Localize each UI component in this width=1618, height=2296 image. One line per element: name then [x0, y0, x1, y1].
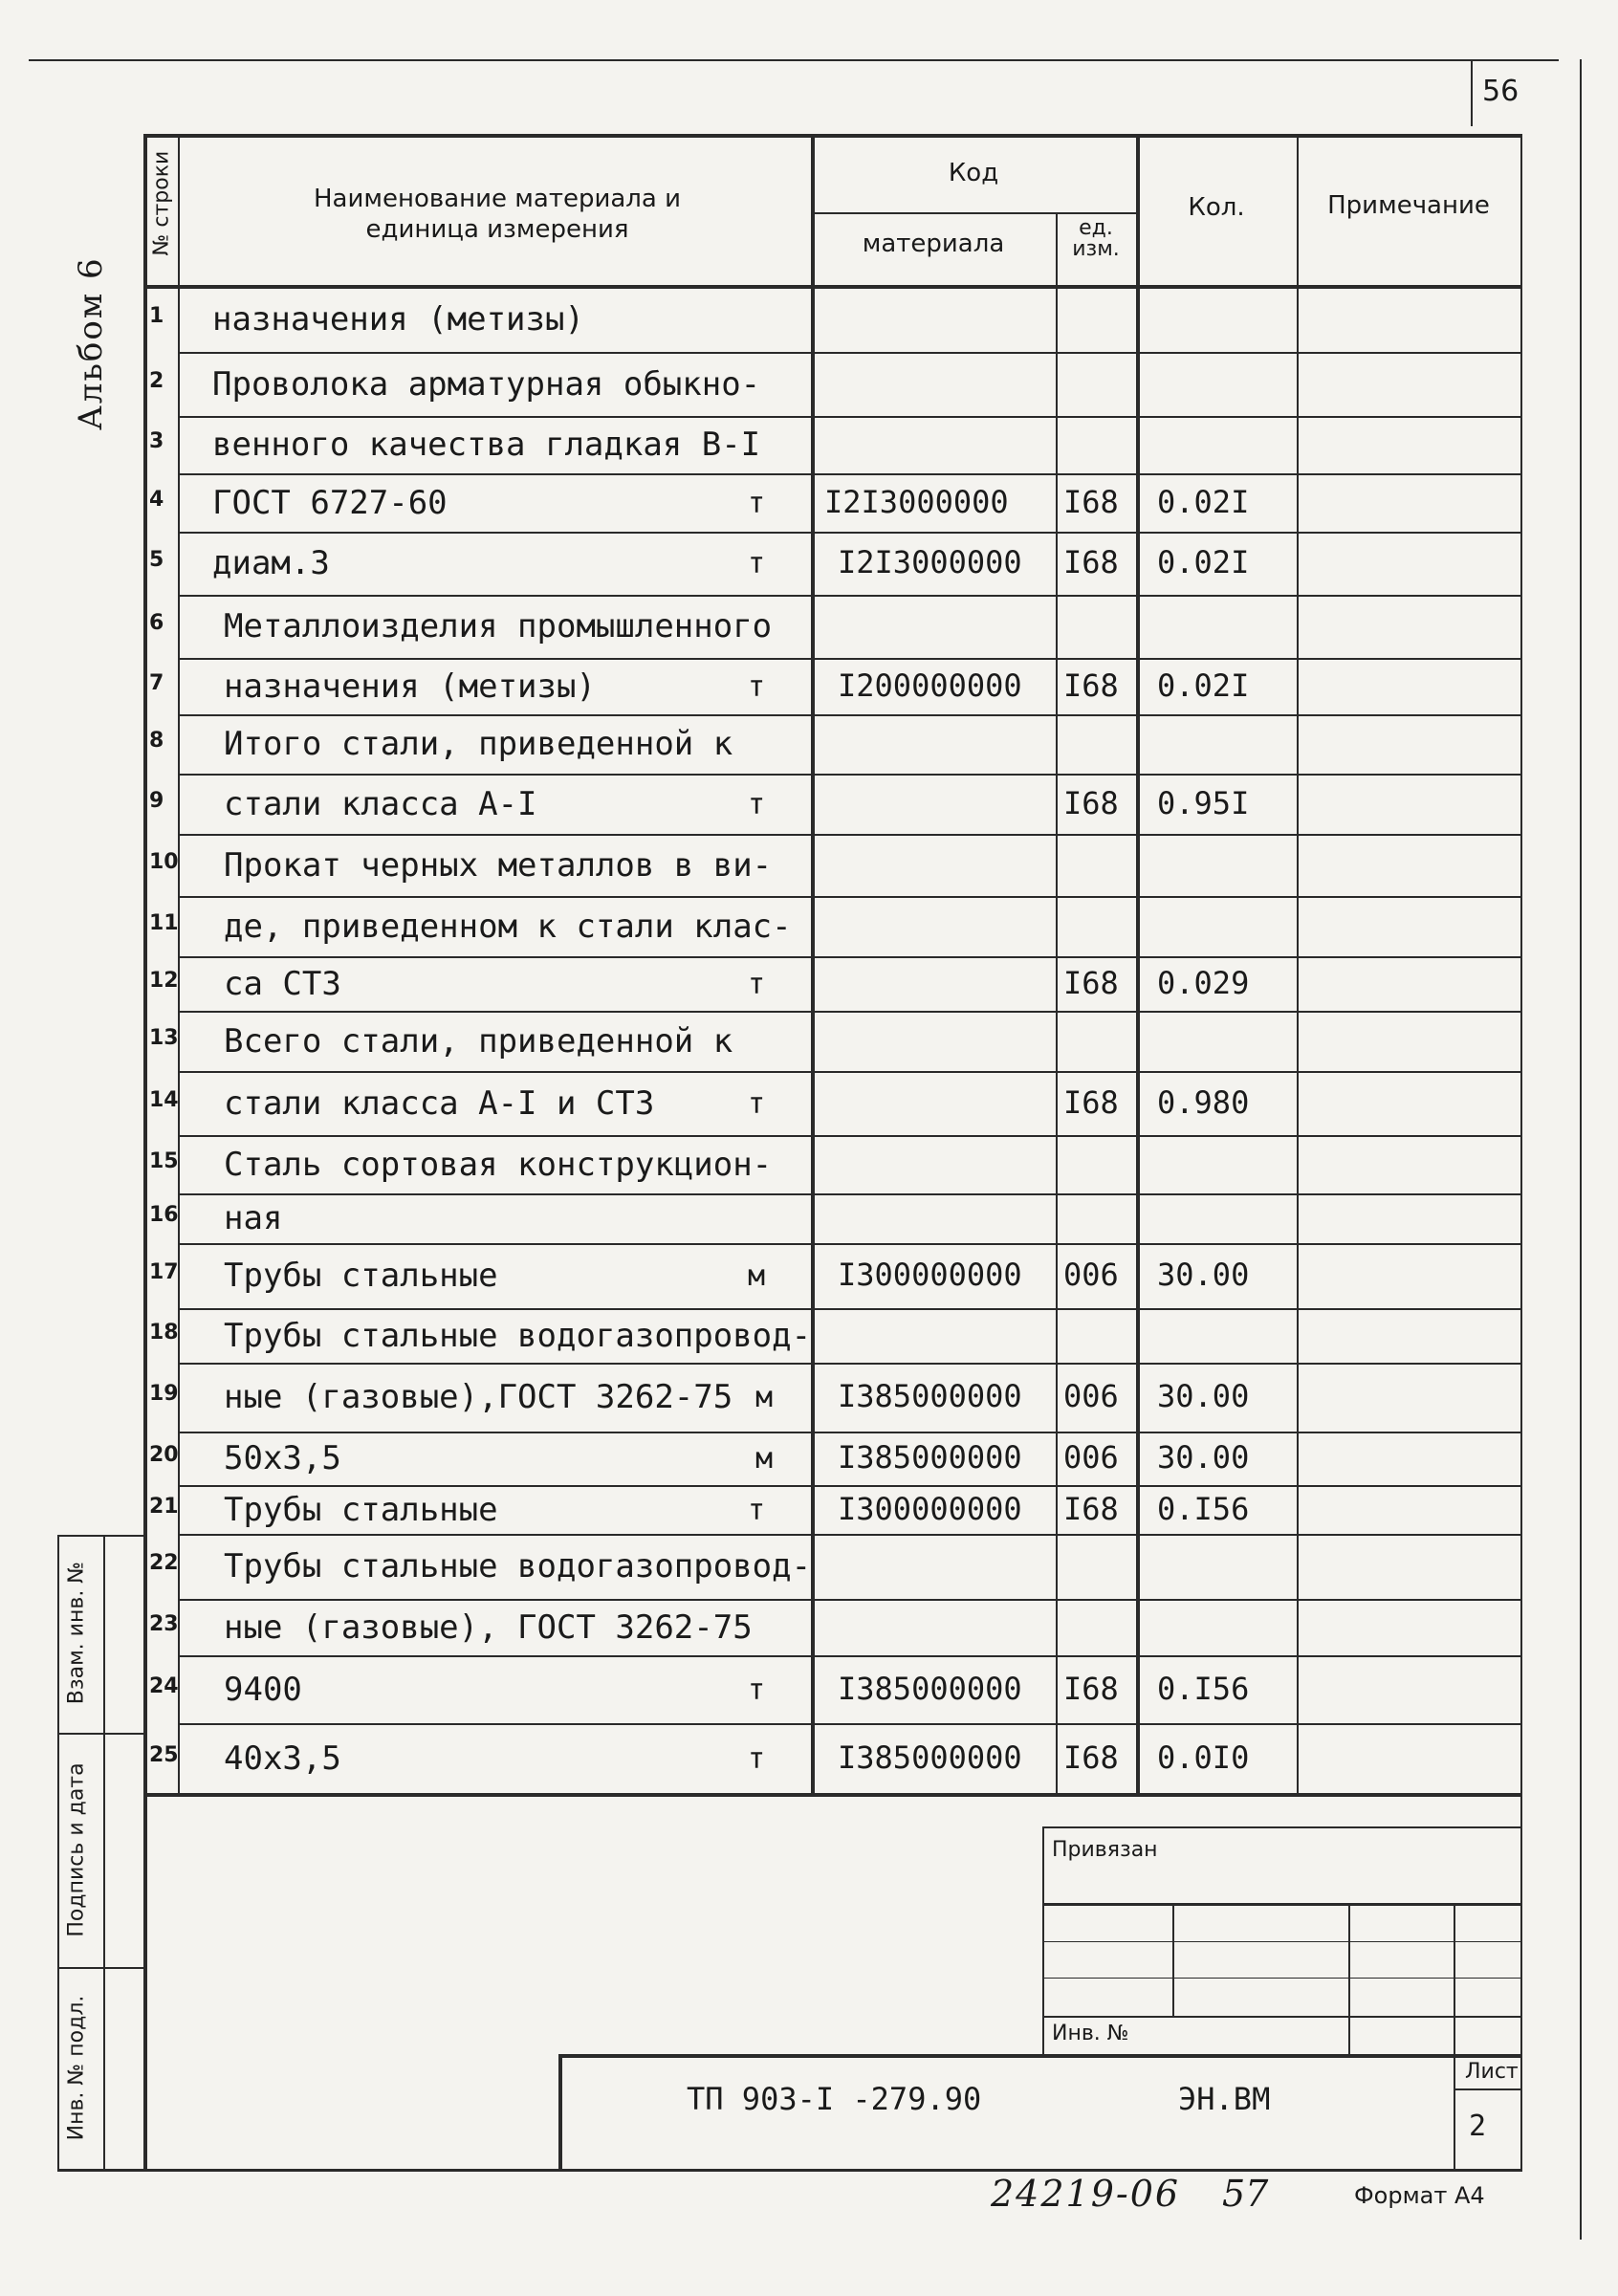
row-number: 14: [149, 1087, 179, 1112]
material-name: Трубы стальные водогазопровод-: [224, 1547, 812, 1585]
table-row: [143, 1432, 1520, 1485]
quantity: 0.I56: [1157, 1490, 1250, 1527]
table-row: [143, 352, 1520, 416]
table-row: [143, 1135, 1520, 1193]
header-qty: Кол.: [1188, 193, 1245, 222]
row-number: 4: [149, 487, 164, 512]
unit-code: I68: [1063, 1670, 1119, 1707]
row-number: 25: [149, 1742, 179, 1767]
header-row-number: № строки: [149, 150, 174, 256]
doc-mark: ЭН.ВМ: [1178, 2081, 1271, 2117]
header-note: Примечание: [1327, 191, 1490, 220]
page-number: 56: [1482, 75, 1520, 108]
material-name: Проволока арматурная обыкно-: [212, 364, 761, 404]
right-page-rule: [1580, 59, 1582, 2240]
material-name: са СТ3: [224, 964, 341, 1003]
table-row: [143, 287, 1520, 352]
material-name: назначения (метизы): [212, 300, 584, 339]
table-row: [143, 1011, 1520, 1071]
table-row: [143, 1485, 1520, 1534]
material-name: венного качества гладкая В-I: [212, 426, 761, 464]
handwritten-number: 24219-06: [991, 2173, 1181, 2215]
row-number: 1: [149, 304, 164, 328]
material-unit: т: [748, 1086, 766, 1121]
material-code: I385000000: [838, 1670, 1022, 1707]
stamp-col3: [1454, 1903, 1455, 2171]
unit-code: I68: [1063, 1738, 1119, 1776]
table-row: [143, 1193, 1520, 1243]
stamp-privyazan: Привязан: [1052, 1838, 1158, 1862]
material-name: Трубы стальные водогазопровод-: [224, 1316, 812, 1355]
unit-code: I68: [1063, 964, 1119, 1001]
quantity: 0.02I: [1157, 667, 1250, 704]
stamp-inv-no: Инв. №: [1052, 2022, 1129, 2045]
table-row: [143, 956, 1520, 1011]
material-name: 40х3,5: [224, 1738, 341, 1778]
table-row: [143, 896, 1520, 956]
page-number-box-left: [1471, 59, 1473, 126]
material-name: Прокат черных металлов в ви-: [224, 845, 773, 885]
side-stamp-div2: [57, 1967, 143, 1969]
title-top: [558, 2054, 1522, 2058]
side-stamp-bottom: [57, 2169, 1522, 2172]
sheet-number: 2: [1469, 2110, 1487, 2143]
side-label-inv-podl: Инв. № подл.: [64, 1995, 89, 2141]
quantity: 0.02I: [1157, 483, 1250, 520]
row-number: 17: [149, 1260, 179, 1284]
stamp-top: [1042, 1826, 1522, 1828]
row-number: 12: [149, 968, 179, 993]
side-label-vzam: Взам. инв. №: [64, 1561, 89, 1705]
material-name: Металлоизделия промышленного: [224, 607, 773, 645]
table-row: [143, 416, 1520, 473]
unit-code: 006: [1063, 1439, 1119, 1476]
row-number: 5: [149, 548, 164, 572]
row-number: 11: [149, 910, 179, 935]
quantity: 30.00: [1157, 1439, 1250, 1476]
material-code: I300000000: [838, 1490, 1022, 1527]
material-name: ные (газовые),ГОСТ 3262-75: [224, 1378, 733, 1416]
top-rule: [29, 59, 1559, 61]
album-label: Альбом 6: [72, 256, 110, 430]
quantity: 0.0I0: [1157, 1738, 1250, 1776]
row-number: 15: [149, 1148, 179, 1173]
material-name: Всего стали, приведенной к: [224, 1021, 733, 1061]
quantity: 0.95I: [1157, 784, 1250, 821]
table-row: [143, 658, 1520, 714]
code-subheader-rule: [811, 212, 1136, 214]
row-number: 22: [149, 1551, 179, 1575]
quantity: 0.I56: [1157, 1670, 1250, 1707]
table-row: [143, 1071, 1520, 1135]
table-row: [143, 1534, 1520, 1599]
material-name: Трубы стальные: [224, 1490, 498, 1529]
table-row: [143, 473, 1520, 532]
table-row: [143, 595, 1520, 658]
table-row: [143, 532, 1520, 595]
material-name: де, приведенном к стали клас-: [224, 907, 792, 946]
row-number: 19: [149, 1382, 179, 1406]
sheet-divider: [1454, 2088, 1522, 2090]
stamp-col1: [1172, 1903, 1174, 2016]
table-row: [143, 714, 1520, 774]
stamp-row3: [1042, 1978, 1522, 1979]
row-number: 3: [149, 429, 164, 453]
format-label: Формат А4: [1354, 2182, 1485, 2209]
material-code: I385000000: [838, 1738, 1022, 1776]
material-unit: м: [755, 1381, 774, 1414]
material-code: I200000000: [838, 667, 1022, 704]
unit-code: I68: [1063, 1083, 1119, 1121]
quantity: 0.980: [1157, 1083, 1250, 1121]
material-name: 9400: [224, 1670, 302, 1709]
material-name: стали класса А-I: [224, 784, 537, 823]
row-number: 7: [149, 670, 164, 695]
row-number: 21: [149, 1494, 179, 1519]
material-name: ная: [224, 1199, 283, 1237]
table-right-border: [1520, 134, 1522, 2171]
row-number: 20: [149, 1443, 179, 1467]
table-row: [143, 1599, 1520, 1655]
unit-code: I68: [1063, 667, 1119, 704]
table-body-bottom: [143, 1793, 1520, 1797]
table-top-border: [143, 134, 1520, 138]
unit-code: I68: [1063, 544, 1119, 580]
material-unit: м: [755, 1442, 774, 1476]
header-code-unit: ед. изм.: [1072, 216, 1120, 261]
side-stamp-mid: [103, 1535, 105, 2171]
material-unit: т: [748, 1741, 766, 1776]
material-name: ГОСТ 6727-60: [212, 483, 448, 522]
side-stamp-left: [57, 1535, 59, 2171]
row-number: 10: [149, 849, 179, 874]
table-row: [143, 1655, 1520, 1723]
material-name: ные (газовые), ГОСТ 3262-75: [224, 1607, 753, 1647]
material-code: I2I3000000: [824, 483, 1009, 520]
header-name-column: Наименование материала и единица измерения: [313, 185, 682, 244]
material-name: Трубы стальные: [224, 1257, 498, 1295]
quantity: 0.029: [1157, 964, 1250, 1001]
material-unit: м: [748, 1259, 766, 1293]
row-number: 24: [149, 1673, 179, 1698]
material-name: Итого стали, приведенной к: [224, 725, 733, 763]
stamp-row1: [1042, 1903, 1522, 1906]
material-unit: т: [748, 669, 766, 704]
material-name: стали класса А-I и СТ3: [224, 1083, 655, 1123]
material-name: Сталь сортовая конструкцион-: [224, 1145, 773, 1184]
material-code: I300000000: [838, 1257, 1022, 1293]
row-number: 23: [149, 1611, 179, 1636]
table-row: [143, 1308, 1520, 1363]
table-row: [143, 834, 1520, 896]
quantity: 0.02I: [1157, 544, 1250, 580]
unit-code: I68: [1063, 1490, 1119, 1527]
unit-code: I68: [1063, 483, 1119, 520]
header-code-group: Код: [948, 159, 999, 187]
row-number: 18: [149, 1320, 179, 1345]
table-row: [143, 1243, 1520, 1308]
title-left: [558, 2054, 562, 2171]
material-code: I385000000: [838, 1378, 1022, 1414]
unit-code: 006: [1063, 1378, 1119, 1414]
stamp-row4: [1042, 2016, 1522, 2018]
material-unit: т: [748, 787, 766, 821]
quantity: 30.00: [1157, 1378, 1250, 1414]
table-row: [143, 1363, 1520, 1432]
row-number: 6: [149, 611, 164, 635]
material-unit: т: [748, 1673, 766, 1707]
side-label-podpis: Подпись и дата: [64, 1762, 89, 1937]
material-unit: т: [748, 1493, 766, 1527]
material-unit: т: [748, 486, 766, 520]
quantity: 30.00: [1157, 1257, 1250, 1293]
row-number: 8: [149, 729, 164, 753]
material-unit: т: [748, 547, 766, 580]
handwritten-page: 57: [1222, 2173, 1269, 2215]
row-number: 13: [149, 1025, 179, 1050]
material-code: I385000000: [838, 1439, 1022, 1476]
row-number: 16: [149, 1203, 179, 1227]
material-name: назначения (метизы): [224, 667, 596, 706]
header-code-material: материала: [862, 230, 1005, 258]
table-row: [143, 774, 1520, 834]
material-unit: т: [748, 967, 766, 1001]
row-number: 2: [149, 368, 164, 393]
side-stamp-div1: [57, 1733, 143, 1735]
material-name: 50х3,5: [224, 1439, 341, 1477]
stamp-col2: [1348, 1903, 1350, 2056]
unit-code: I68: [1063, 784, 1119, 821]
material-code: I2I3000000: [838, 544, 1022, 580]
row-number: 9: [149, 788, 164, 813]
doc-code: ТП 903-I -279.90: [687, 2081, 982, 2117]
table-row: [143, 1723, 1520, 1793]
material-name: диам.3: [212, 544, 330, 582]
unit-code: 006: [1063, 1257, 1119, 1293]
sheet-label: Лист: [1465, 2060, 1519, 2084]
stamp-row2: [1042, 1941, 1522, 1942]
